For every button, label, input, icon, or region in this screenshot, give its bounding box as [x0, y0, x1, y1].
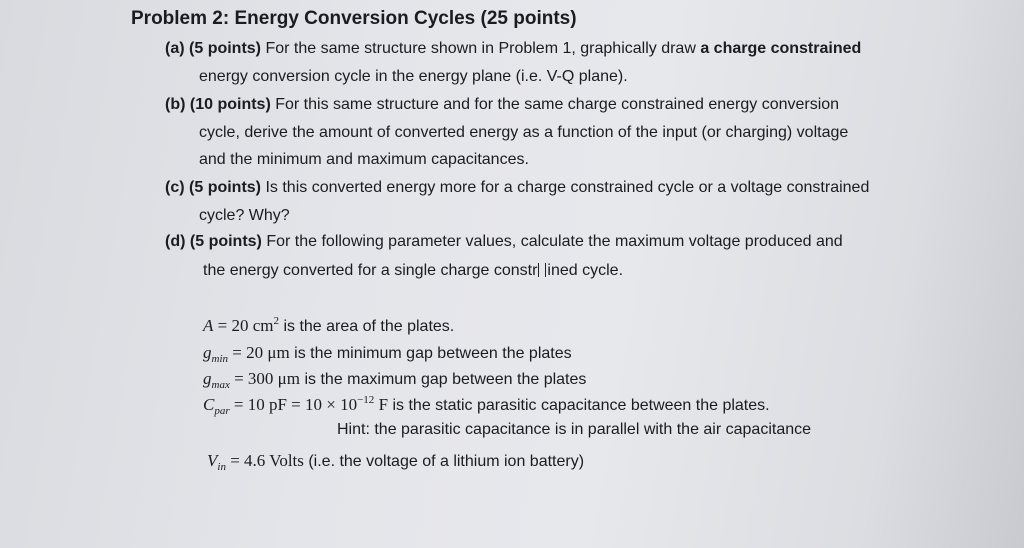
part-a-line-1	[165, 40, 861, 58]
param-vin-desc: (i.e. the voltage of a lithium ion battery)	[308, 453, 585, 470]
part-b-line-2: cycle, derive the amount of converted energy as a function of the input (or charging) voltage	[199, 124, 849, 141]
param-cpar-sub: par	[214, 405, 230, 417]
part-a-text-bold: a charge constrained	[700, 40, 862, 57]
part-a-text-1: For the same structure shown in Problem 1, graphically draw	[265, 40, 696, 57]
part-b-text-1: For this same structure and for the same charge constrained energy conversion	[275, 96, 840, 113]
param-gmin-desc: is the minimum gap between the plates	[294, 345, 572, 362]
part-d-text-2b: ined cycle.	[547, 262, 624, 279]
param-area-value: = 20 cm	[217, 316, 274, 335]
part-d-text-1: For the following parameter values, calculate the maximum voltage produced and	[266, 233, 843, 250]
param-vin-sub: in	[217, 461, 226, 473]
param-cpar-symbol: C	[203, 395, 215, 414]
part-b-points: (10 points)	[189, 96, 271, 113]
param-vin	[207, 451, 584, 471]
param-gmax-value: = 300 μm	[234, 369, 301, 388]
param-cpar-exp: −12	[357, 394, 375, 406]
param-gmin	[203, 343, 572, 363]
param-cpar-unit: F	[378, 395, 389, 414]
problem-heading	[131, 8, 577, 30]
part-b-line-3: and the minimum and maximum capacitances.	[199, 151, 529, 168]
param-cpar-desc: is the static parasitic capacitance between the plates.	[392, 397, 770, 414]
part-c-line-1	[165, 179, 869, 197]
part-d-line-2	[203, 262, 623, 280]
param-area-symbol: A	[203, 316, 214, 335]
text-cursor-icon	[538, 263, 546, 277]
problem-title: Energy Conversion Cycles (25 points)	[234, 8, 577, 29]
param-area	[203, 316, 454, 336]
part-a-label: (a)	[165, 40, 185, 57]
part-a-points: (5 points)	[189, 40, 262, 57]
param-vin-value: = 4.6 Volts	[230, 451, 304, 470]
param-cpar	[203, 395, 770, 415]
param-vin-symbol: V	[207, 451, 218, 470]
param-cpar-value: = 10 pF = 10 × 10	[233, 395, 358, 414]
param-gmax	[203, 369, 586, 389]
part-d-line-1	[165, 233, 843, 251]
param-area-exp: 2	[273, 315, 279, 327]
part-b-line-1	[165, 96, 839, 114]
part-c-text-1: Is this converted energy more for a charge constrained cycle or a voltage constrained	[265, 179, 870, 196]
problem-number: Problem 2:	[131, 8, 230, 29]
param-gmax-symbol: g	[203, 369, 212, 388]
param-area-desc: is the area of the plates.	[283, 318, 455, 335]
param-gmin-sub: min	[211, 353, 228, 365]
param-gmax-sub: max	[211, 379, 230, 391]
part-d-text-2a: the energy converted for a single charge constr	[203, 262, 538, 279]
param-gmin-value: = 20 μm	[232, 343, 290, 362]
param-gmax-desc: is the maximum gap between the plates	[304, 371, 587, 388]
part-b-label: (b)	[165, 96, 186, 113]
part-c-line-2: cycle? Why?	[199, 207, 290, 224]
part-c-label: (c)	[165, 179, 185, 196]
part-d-label: (d)	[165, 233, 186, 250]
part-c-points: (5 points)	[189, 179, 262, 196]
part-a-line-2: energy conversion cycle in the energy plane (i.e. V-Q plane).	[199, 68, 628, 85]
part-d-points: (5 points)	[189, 233, 262, 250]
param-gmin-symbol: g	[203, 343, 212, 362]
param-hint: Hint: the parasitic capacitance is in parallel with the air capacitance	[337, 421, 812, 438]
